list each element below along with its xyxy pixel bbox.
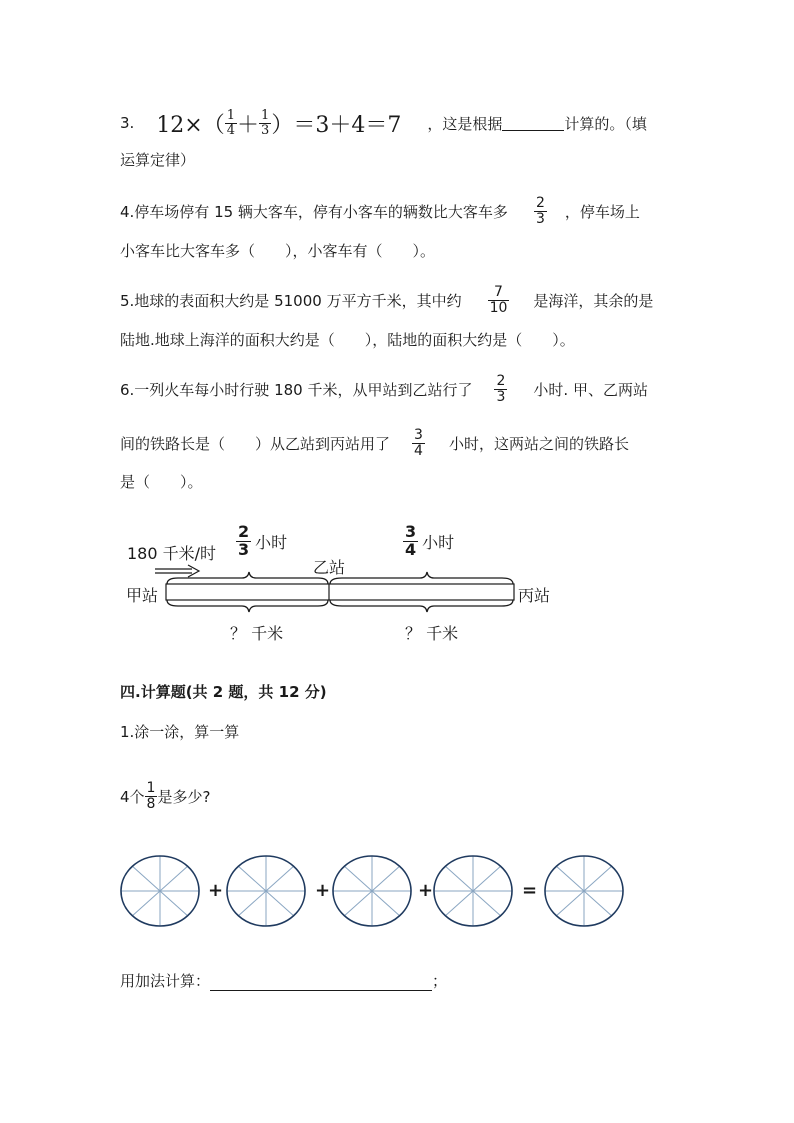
station-yi: 乙站 [313,558,346,577]
q6-fraction-2: $\frac{3}{4}$ [414,426,423,459]
addition-answer-blank[interactable] [210,972,432,991]
segment-1-time: $\frac{2}{3}$ 小时 [238,522,288,559]
q3-line2: 运算定律） [120,151,196,169]
q1-title: 1.涂一涂，算一算 [120,723,240,741]
unknown-distance-1: ？ 千米 [230,624,284,643]
q6-line1: 6.一列火车每小时行驶 180 千米，从甲站到乙站行了 $\frac{2}{3}$ 小时. 甲、乙两站 [120,372,648,405]
equals-sign: = [522,880,538,901]
q3-expression: 12×（ $\frac{1}{4}$ ＋ $\frac{1}{3}$ ）＝3＋4＝7 [156,107,402,138]
speed-label: 180 千米/时 [127,544,217,563]
station-bing: 丙站 [518,586,551,605]
pie-circle-3[interactable] [333,856,411,926]
addition-row: 用加法计算： ； [120,972,448,990]
q3-fraction-1: $\frac{1}{4}$ [226,107,236,138]
q1-question: 4个 $\frac{1}{8}$ 是多少? [120,779,211,812]
q6-fraction-1: $\frac{2}{3}$ [496,372,506,405]
plus-sign-3: + [418,880,434,901]
q6-line3: 是（ ）。 [120,473,203,491]
q4-line2: 小客车比大客车多（ ），小客车有（ ）。 [120,242,436,260]
pie-circle-2[interactable] [227,856,305,926]
addition-label: 用加法计算： [120,972,211,990]
section-heading: 四.计算题(共 2 题，共 12 分) [120,683,327,701]
q3-fraction-2: $\frac{1}{3}$ [261,107,270,138]
plus-sign-2: + [315,880,331,901]
unknown-distance-2: ？ 千米 [405,624,459,643]
q5-line2: 陆地.地球上海洋的面积大约是（ ），陆地的面积大约是（ ）。 [120,331,575,349]
segment-2-time: $\frac{3}{4}$ 小时 [405,522,455,559]
pie-circle-5[interactable] [545,856,623,926]
q3-line1: 3. 12×（ $\frac{1}{4}$ ＋ $\frac{1}{3}$ ）＝3＋4＝7 ，这是根据 计算的。（填 [120,107,647,138]
q6-line2: 间的铁路长是（ ）从乙站到丙站用了 $\frac{3}{4}$ 小时，这两站之间的铁路长 [120,426,629,459]
q1-fraction: $\frac{1}{8}$ [146,779,156,812]
q5-line1: 5.地球的表面积大约是 51000 万平方千米，其中约 $\frac{7}{10}$ 是海洋，其余的是 [120,283,654,316]
station-jia: 甲站 [126,586,159,605]
pie-circle-1[interactable] [121,856,199,926]
segment-1-fraction: $\frac{2}{3}$ [238,522,250,559]
plus-sign-1: + [208,880,224,901]
q4-fraction: $\frac{2}{3}$ [535,194,545,227]
q5-fraction: $\frac{7}{10}$ [489,283,508,316]
q4-line1: 4.停车场停有 15 辆大客车，停有小客车的辆数比大客车多 $\frac{2}{3}$ ，停车场上 [120,194,640,227]
q3-number: 3. [120,114,135,132]
pie-circle-4[interactable] [434,856,512,926]
segment-2-fraction: $\frac{3}{4}$ [405,522,417,559]
